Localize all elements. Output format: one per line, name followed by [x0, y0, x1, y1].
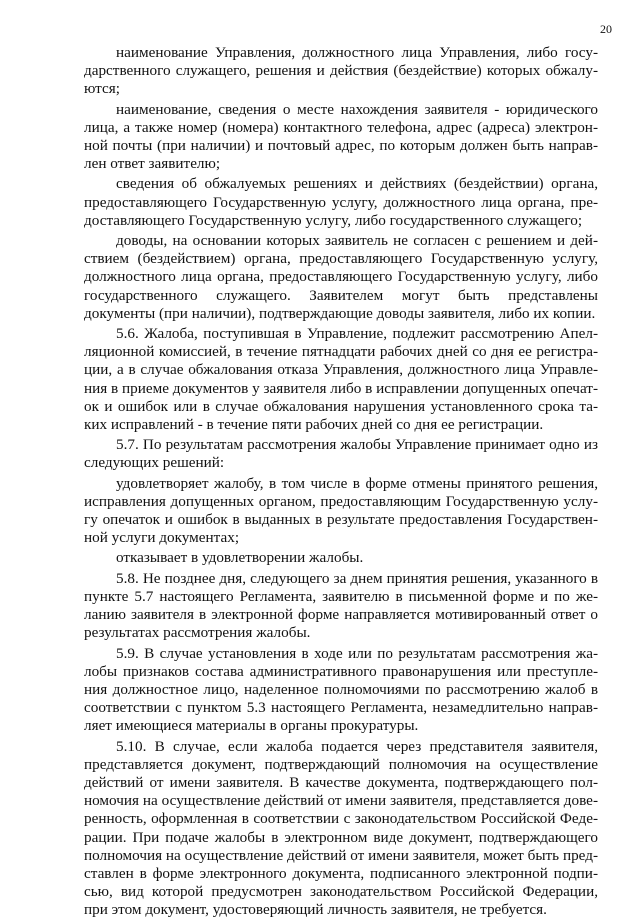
paragraph: сведения об обжалуемых решениях и действиях (бездействии) органа, предоставляющего Государственную услугу, должностного лица органа, предоставляющего Государственную услугу, либо государственного служащего; [84, 175, 598, 229]
paragraph: 5.10. В случае, если жалоба подается через представителя заявителя, представляется документ, подтверждающий полномочия на осуществление действий от имени заявителя. В качестве документа, подтверждающего полномочия на осуществление действий от имени заявителя, представляется доверенность, оформленная в соответствии с законодательством Российской Федерации. При подаче жалобы в электронном виде документ, подтверждающего полномочия на осуществление действий от имени заявителя, может быть представлен в форме электронного документа, подписанного электронной подписью, вид которой предусмотрен законодательством Российской Федерации, при этом документ, удостоверяющий личность заявителя, не требуется. [84, 737, 598, 919]
paragraph: 5.6. Жалоба, поступившая в Управление, подлежит рассмотрению Апелляционной комиссией, в течение пятнадцати рабочих дней со дня ее регистрации, а в случае обжалования отказа Управления, должностного лица Управления в приеме документов у заявителя либо в исправлении допущенных опечаток и ошибок или в случае обжалования нарушения установленного срока таких исправлений - в течение пяти рабочих дней со дня ее регистрации. [84, 325, 598, 434]
paragraph: наименование, сведения о месте нахождения заявителя - юридического лица, а также номер (номера) контактного телефона, адрес (адреса) электронной почты (при наличии) и почтовый адрес, по которым должен быть направлен ответ заявителю; [84, 100, 598, 173]
paragraph: наименование Управления, должностного лица Управления, либо государственного служащего, решения и действия (бездействие) которых обжалуются; [84, 44, 598, 98]
paragraph: отказывает в удовлетворении жалобы. [116, 549, 364, 567]
paragraph: удовлетворяет жалобу, в том числе в форме отмены принятого решения, исправления допущенных органом, предоставляющим Государственную услугу опечаток и ошибок в выданных в результате предоставления Государственной услуги документах; [84, 474, 598, 547]
paragraph: 5.9. В случае установления в ходе или по результатам рассмотрения жалобы признаков состава административного правонарушения или преступления должностное лицо, наделенное полномочиями по рассмотрению жалоб в соответствии с пунктом 5.3 настоящего Регламента, незамедлительно направляет имеющиеся материалы в органы прокуратуры. [84, 644, 598, 735]
paragraph: 5.7. По результатам рассмотрения жалобы Управление принимает одно из следующих решений: [84, 436, 598, 472]
paragraph: доводы, на основании которых заявитель не согласен с решением и действием (бездействием) органа, предоставляющего Государственную услугу, должностного лица органа, предоставляющего Государственную услугу, либо государственного служащего. Заявителем могут быть представлены документы (при наличии), подтверждающие доводы заявителя, либо их копии. [84, 232, 598, 322]
document-body [84, 44, 598, 922]
paragraph: 5.8. Не позднее дня, следующего за днем принятия решения, указанного в пункте 5.7 настоящего Регламента, заявителю в письменной форме и по желанию заявителя в электронной форме направляется мотивированный ответ о результатах рассмотрения жалобы. [84, 569, 598, 642]
page-number: 20 [600, 22, 612, 36]
